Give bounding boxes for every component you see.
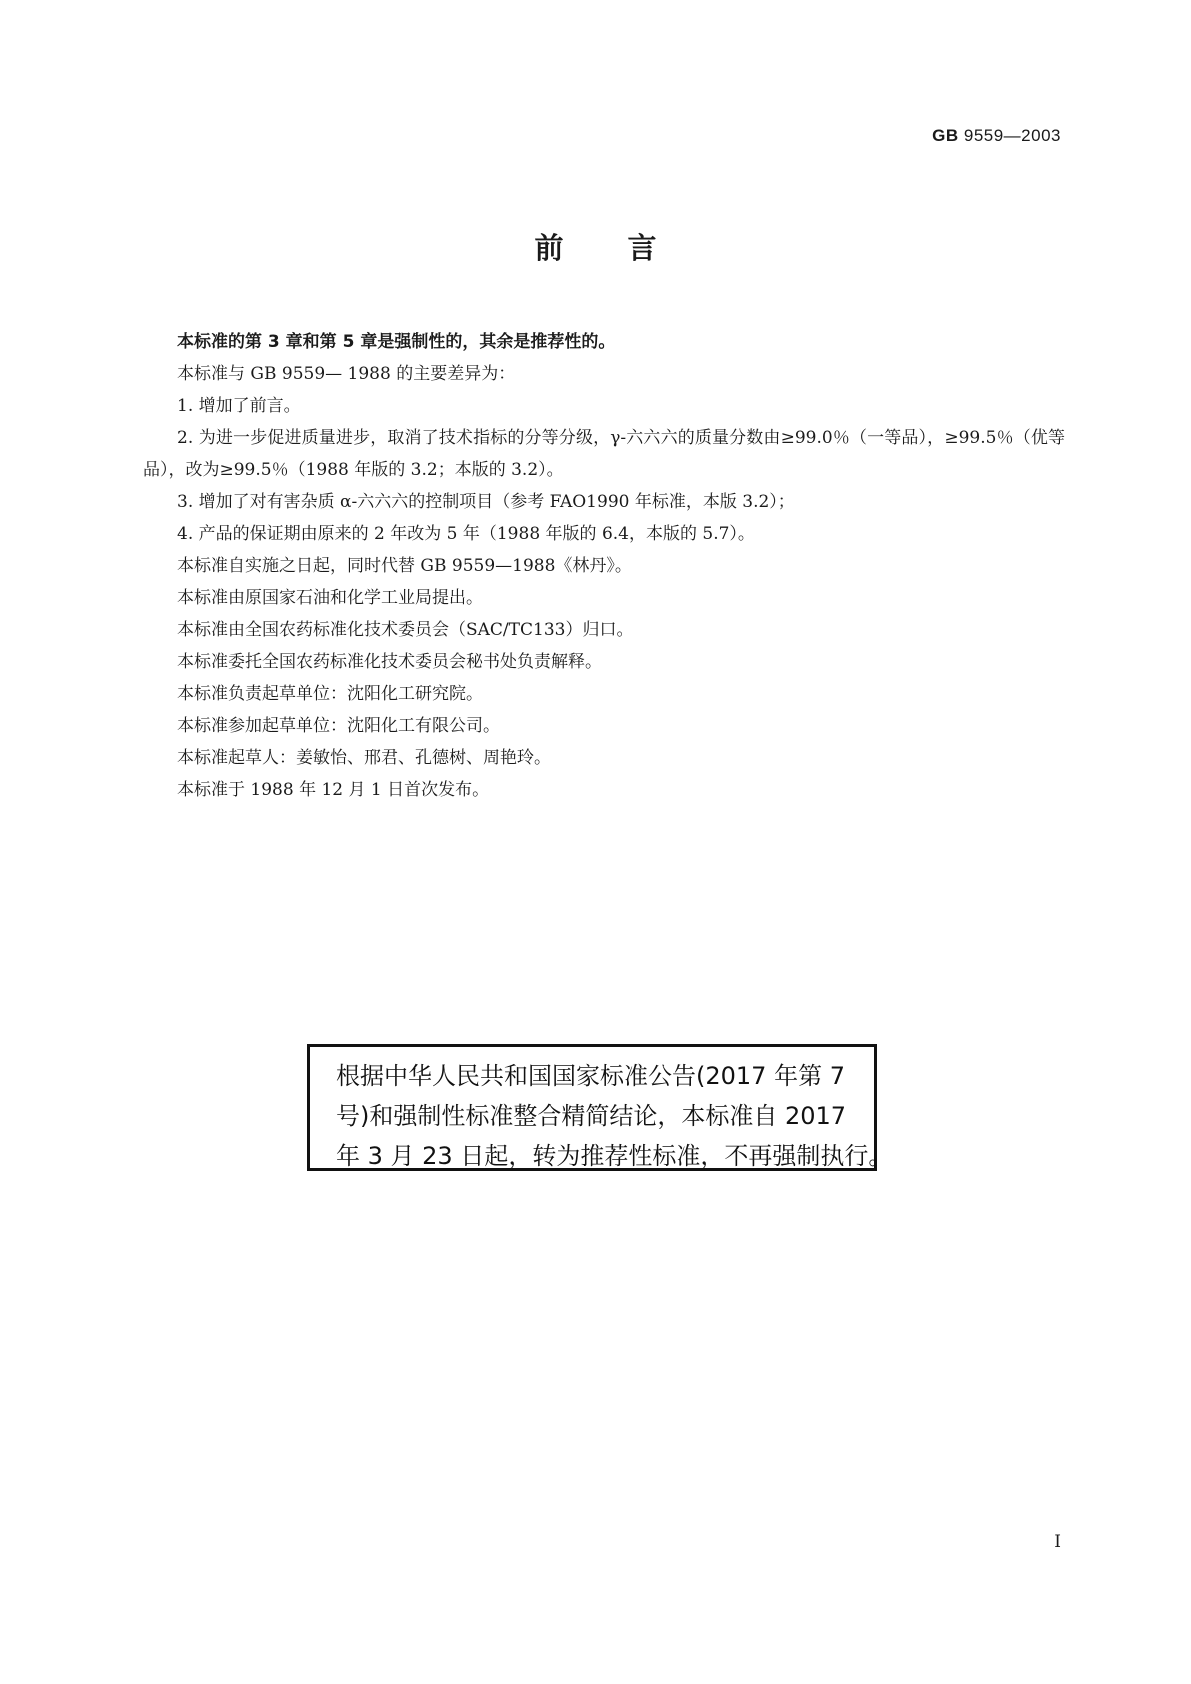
standard-code-prefix: GB — [932, 126, 959, 145]
difference-item-2: 2. 为进一步促进质量进步，取消了技术指标的分等分级，γ-六六六的质量分数由≥99.0％（一等品），≥99.5％（优等品），改为≥99.5％（1988 年版的 3.2；本版的 3.2）。 — [143, 428, 1065, 480]
difference-item-4: 4. 产品的保证期由原来的 2 年改为 5 年（1988 年版的 6.4，本版的 5.7）。 — [177, 524, 755, 544]
page-number: I — [1054, 1532, 1061, 1552]
notice-line-2: 号)和强制性标准整合精简结论，本标准自 2017 — [336, 1102, 847, 1130]
drafting-unit: 本标准负责起草单位：沈阳化工研究院。 — [177, 684, 483, 704]
centralized-statement: 本标准由全国农药标准化技术委员会（SAC/TC133）归口。 — [177, 620, 634, 640]
proposer-statement: 本标准由原国家石油和化学工业局提出。 — [177, 588, 483, 608]
standard-code — [932, 126, 1061, 146]
drafters: 本标准起草人：姜敏怡、邢君、孔德树、周艳玲。 — [177, 748, 551, 768]
standard-code-number: 9559—2003 — [963, 126, 1061, 145]
page-title: 前言 — [534, 231, 721, 265]
replacement-statement: 本标准自实施之日起，同时代替 GB 9559—1988《林丹》。 — [177, 556, 632, 576]
first-release: 本标准于 1988 年 12 月 1 日首次发布。 — [177, 780, 490, 800]
difference-item-3: 3. 增加了对有害杂质 α-六六六的控制项目（参考 FAO1990 年标准，本版 3.2）； — [177, 492, 795, 512]
difference-item-1: 1. 增加了前言。 — [177, 396, 301, 416]
differences-intro: 本标准与 GB 9559— 1988 的主要差异为： — [177, 364, 516, 384]
participating-unit: 本标准参加起草单位：沈阳化工有限公司。 — [177, 716, 500, 736]
foreword-body — [143, 326, 1065, 806]
interpretation-statement: 本标准委托全国农药标准化技术委员会秘书处负责解释。 — [177, 652, 602, 672]
notice-line-1: 根据中华人民共和国国家标准公告(2017 年第 7 — [336, 1062, 845, 1090]
mandatory-statement: 本标准的第 3 章和第 5 章是强制性的，其余是推荐性的。 — [177, 332, 616, 352]
conversion-notice-box — [307, 1044, 893, 1171]
notice-line-3: 年 3 月 23 日起，转为推荐性标准，不再强制执行。 — [336, 1142, 893, 1170]
